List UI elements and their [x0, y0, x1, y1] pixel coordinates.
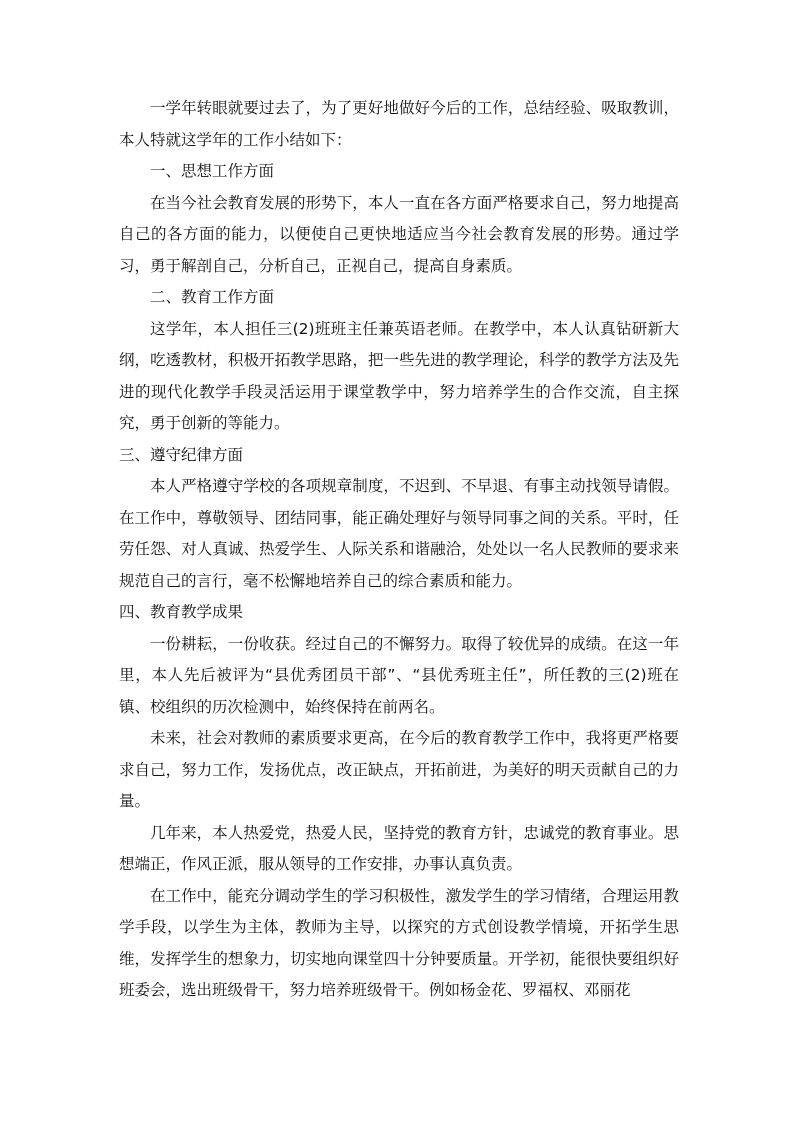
document-body	[119, 93, 679, 1007]
intro-paragraph: 一学年转眼就要过去了，为了更好地做好今后的工作，总结经验、吸取教训，本人特就这学年的工作小结如下：	[119, 99, 679, 149]
paragraph-future: 未来，社会对教师的素质要求更高，在今后的教育教学工作中，我将更严格要求自己，努力工作，发扬优点，改正缺点，开拓前进，为美好的明天贡献自己的力量。	[119, 729, 679, 810]
paragraph-years: 几年来，本人热爱党，热爱人民，坚持党的教育方针，忠诚党的教育事业。思想端正，作风正派，服从领导的工作安排，办事认真负责。	[119, 823, 679, 873]
section-paragraph-education: 这学年，本人担任三(2)班班主任兼英语老师。在教学中，本人认真钻研新大纲，吃透教材，积极开拓教学思路，把一些先进的教学理论，科学的教学方法及先进的现代化教学手段灵活运用于课堂教学中，努力培养学生的合作交流，自主探究，勇于创新的等能力。	[119, 319, 679, 432]
section-paragraph-ideology: 在当今社会教育发展的形势下，本人一直在各方面严格要求自己，努力地提高自己的各方面的能力，以便使自己更快地适应当今社会教育发展的形势。通过学习，勇于解剖自己，分析自己，正视自己，提高自身素质。	[119, 193, 679, 275]
paragraph-teaching: 在工作中，能充分调动学生的学习积极性，激发学生的学习情绪，合理运用教学手段，以学生为主体，教师为主导，以探究的方式创设教学情境，开拓学生思维，发挥学生的想象力，切实地向课堂四十分钟要质量。开学初，能很快要组织好班委会，选出班级骨干，努力培养班级骨干。例如杨金花、罗福权、邓丽花	[119, 886, 679, 999]
section-paragraph-results: 一份耕耘，一份收获。经过自己的不懈努力。取得了较优异的成绩。在这一年里，本人先后被评为“县优秀团员干部”、“县优秀班主任”，所任教的三(2)班在镇、校组织的历次检测中，始终保持在前两名。	[119, 634, 679, 716]
section-heading-discipline: 三、遵守纪律方面	[119, 445, 244, 464]
section-heading-results: 四、教育教学成果	[119, 603, 244, 621]
section-heading-education: 二、教育工作方面	[150, 288, 275, 306]
section-heading-ideology: 一、思想工作方面	[150, 162, 275, 180]
section-paragraph-discipline: 本人严格遵守学校的各项规章制度，不迟到、不早退、有事主动找领导请假。在工作中，尊敬领导、团结同事，能正确处理好与领导同事之间的关系。平时，任劳任怨、对人真诚、热爱学生、人际关系和谐融洽，处处以一名人民教师的要求来规范自己的言行，毫不松懈地培养自己的综合素质和能力。	[119, 477, 679, 590]
